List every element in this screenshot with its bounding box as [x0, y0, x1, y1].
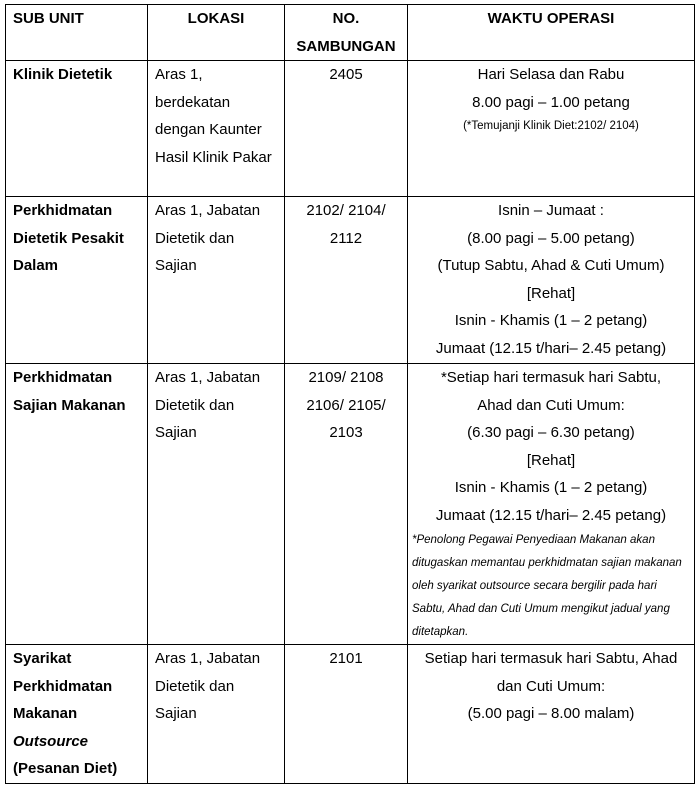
- waktu-line: Jumaat (12.15 t/hari– 2.45 petang): [435, 339, 667, 357]
- waktu-line: [Rehat]: [526, 284, 576, 302]
- italic-note: *Penolong Pegawai Penyediaan Makanan akan ditugaskan memantau perkhidmatan sajian makanan oleh syarikat outsource secara bergilir pada hari Sabtu, Ahad dan Cuti Umum mengikut jadual yang ditetapkan.: [412, 534, 682, 638]
- lokasi-cell: Aras 1, Jabatan Dietetik dan Sajian: [148, 364, 285, 645]
- sub-unit-part-italic: Outsource: [13, 732, 89, 750]
- waktu-line: Isnin - Khamis (1 – 2 petang): [454, 479, 648, 496]
- waktu-cell: [408, 61, 695, 197]
- waktu-cell: [408, 645, 695, 784]
- sub-unit-cell: Perkhidmatan Sajian Makanan: [6, 364, 148, 645]
- waktu-line: *Setiap hari termasuk hari Sabtu,: [440, 369, 662, 386]
- waktu-note: (*Temujanji Klinik Diet:2102/ 2104): [463, 120, 639, 132]
- header-sub-unit: SUB UNIT: [6, 5, 148, 61]
- waktu-line: Ahad dan Cuti Umum:: [477, 396, 625, 414]
- waktu-line: Jumaat (12.15 t/hari– 2.45 petang): [435, 506, 667, 524]
- header-row: [6, 5, 695, 61]
- sambungan-cell: 2109/ 2108 2106/ 2105/ 2103: [285, 364, 408, 645]
- waktu-line: (6.30 pagi – 6.30 petang): [467, 424, 635, 441]
- waktu-line: Hari Selasa dan Rabu: [477, 66, 625, 83]
- waktu-line: 8.00 pagi – 1.00 petang: [472, 93, 630, 111]
- waktu-cell: [408, 197, 695, 364]
- sambungan-cell: 2102/ 2104/ 2112: [285, 197, 408, 364]
- waktu-line: Setiap hari termasuk hari Sabtu, Ahad: [424, 650, 678, 667]
- table-row: [6, 645, 695, 784]
- waktu-line: (Tutup Sabtu, Ahad & Cuti Umum): [437, 257, 665, 274]
- sub-unit-cell: [6, 645, 148, 784]
- waktu-cell: [408, 364, 695, 645]
- header-lokasi: LOKASI: [148, 5, 285, 61]
- operations-table: [5, 4, 695, 784]
- header-no-sambungan: NO. SAMBUNGAN: [285, 5, 408, 61]
- waktu-line: (8.00 pagi – 5.00 petang): [467, 229, 635, 247]
- sub-unit-cell: Klinik Dietetik: [6, 61, 148, 197]
- lokasi-cell: Aras 1, Jabatan Dietetik dan Sajian: [148, 197, 285, 364]
- table-row: [6, 61, 695, 197]
- waktu-line: dan Cuti Umum:: [496, 677, 606, 695]
- table-row: [6, 197, 695, 364]
- sub-unit-cell: Perkhidmatan Dietetik Pesakit Dalam: [6, 197, 148, 364]
- header-waktu-operasi: WAKTU OPERASI: [408, 5, 695, 61]
- sub-unit-part: Syarikat Perkhidmatan Makanan: [13, 650, 113, 722]
- lokasi-cell: Aras 1, Jabatan Dietetik dan Sajian: [148, 645, 285, 784]
- table-row: [6, 364, 695, 645]
- lokasi-cell: Aras 1, berdekatan dengan Kaunter Hasil Klinik Pakar: [148, 61, 285, 197]
- waktu-line: (5.00 pagi – 8.00 malam): [467, 705, 635, 722]
- sambungan-cell: 2405: [285, 61, 408, 197]
- waktu-line: Isnin - Khamis (1 – 2 petang): [454, 312, 648, 329]
- sambungan-cell: 2101: [285, 645, 408, 784]
- waktu-line: [Rehat]: [526, 451, 576, 469]
- sub-unit-part: (Pesanan Diet): [13, 760, 118, 777]
- waktu-line: Isnin – Jumaat :: [498, 202, 604, 219]
